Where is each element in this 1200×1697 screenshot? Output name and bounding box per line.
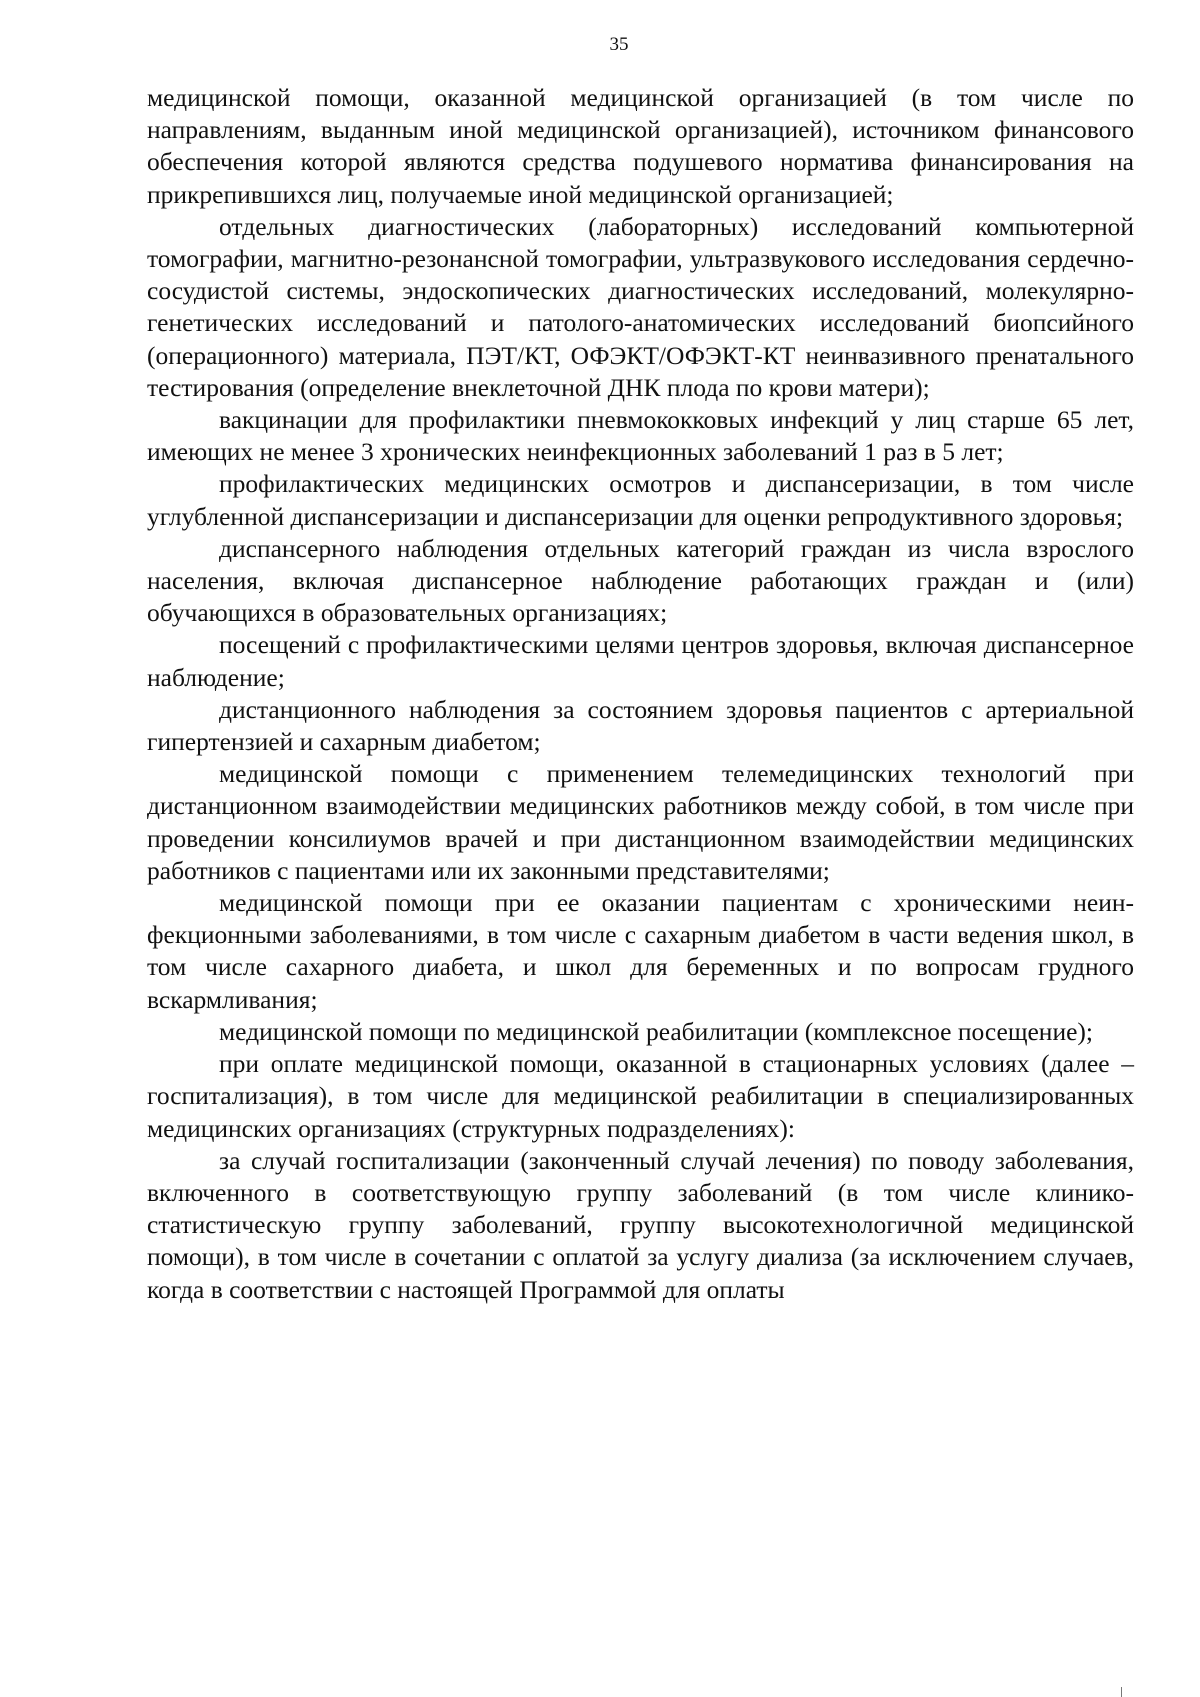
- paragraph: медицинской помощи с применением телемедицинских технологий при дистанционном взаимодействии медицинских работников между собой, в том числе при проведении консилиумов врачей и при дистанционном взаимодействии медицинских работников с пациентами или их законными представителями;: [147, 759, 1134, 885]
- paragraph: отдельных диагностических (лабораторных) исследований компьютерной томографии, магнитно-резонансной томографии, ультразвукового исследования сердечно-сосудистой системы, эндоскопических диагностических исследований, молекулярно-генетических исследований и патолого-анатомических исследований биопсийного (операционного) материала, ПЭТ/КТ, ОФЭКТ/ОФЭКТ-КТ неинвазивного пренатального тестирования (определение внеклеточной ДНК плода по крови матери);: [147, 211, 1134, 402]
- paragraph: за случай госпитализации (законченный случай лечения) по поводу заболевания, включенного в соответствующую группу заболеваний (в том числе клинико-статистическую группу заболеваний, группу высокотехнологичной медицинской помощи), в том числе в сочетании с оплатой за услугу диализа (за исключением случаев, когда в соответствии с настоящей Программой для оплаты: [147, 1145, 1134, 1304]
- paragraph: вакцинации для профилактики пневмококковых инфекций у лиц старше 65 лет, имеющих не менее 3 хронических неинфекционных заболеваний 1 раз в 5 лет;: [147, 405, 1134, 467]
- paragraph: дистанционного наблюдения за состоянием здоровья пациентов с артериальной гипертензией и сахарным диабетом;: [147, 694, 1134, 757]
- scan-mark: [1121, 1687, 1122, 1697]
- paragraph: профилактических медицинских осмотров и диспансеризации, в том числе углубленной диспансеризации и диспансеризации для оценки репродуктивного здоровья;: [147, 469, 1134, 531]
- page-number: 35: [609, 34, 629, 55]
- paragraph: посещений с профилактическими целями центров здоровья, включая диспансерное наблюдение;: [147, 630, 1134, 692]
- paragraph: медицинской помощи по медицинской реабилитации (комплексное посещение);: [219, 1016, 1093, 1046]
- paragraph: медицинской помощи, оказанной медицинской организацией (в том числе по направлениям, выданным иной медицинской организацией), источником финансового обеспечения которой являются средства подушевого норматива финансирования на прикрепившихся лиц, получаемые иной медицинской организацией;: [147, 83, 1134, 209]
- paragraph: при оплате медицинской помощи, оказанной в стационарных условиях (далее – госпитализация), в том числе для медицинской реабилитации в специализированных медицинских организациях (структурных подразделениях):: [147, 1049, 1134, 1143]
- paragraph: медицинской помощи при ее оказании пациентам с хроническими неинфекционными заболеваниями, в том числе с сахарным диабетом в части ведения школ, в том числе сахарного диабета, и школ для беременных и по вопросам грудного вскармливания;: [147, 888, 1134, 1014]
- paragraph: диспансерного наблюдения отдельных категорий граждан из числа взрослого населения, включая диспансерное наблюдение работающих граждан и (или) обучающихся в образовательных организациях;: [147, 533, 1134, 628]
- document-body: [147, 82, 1134, 1306]
